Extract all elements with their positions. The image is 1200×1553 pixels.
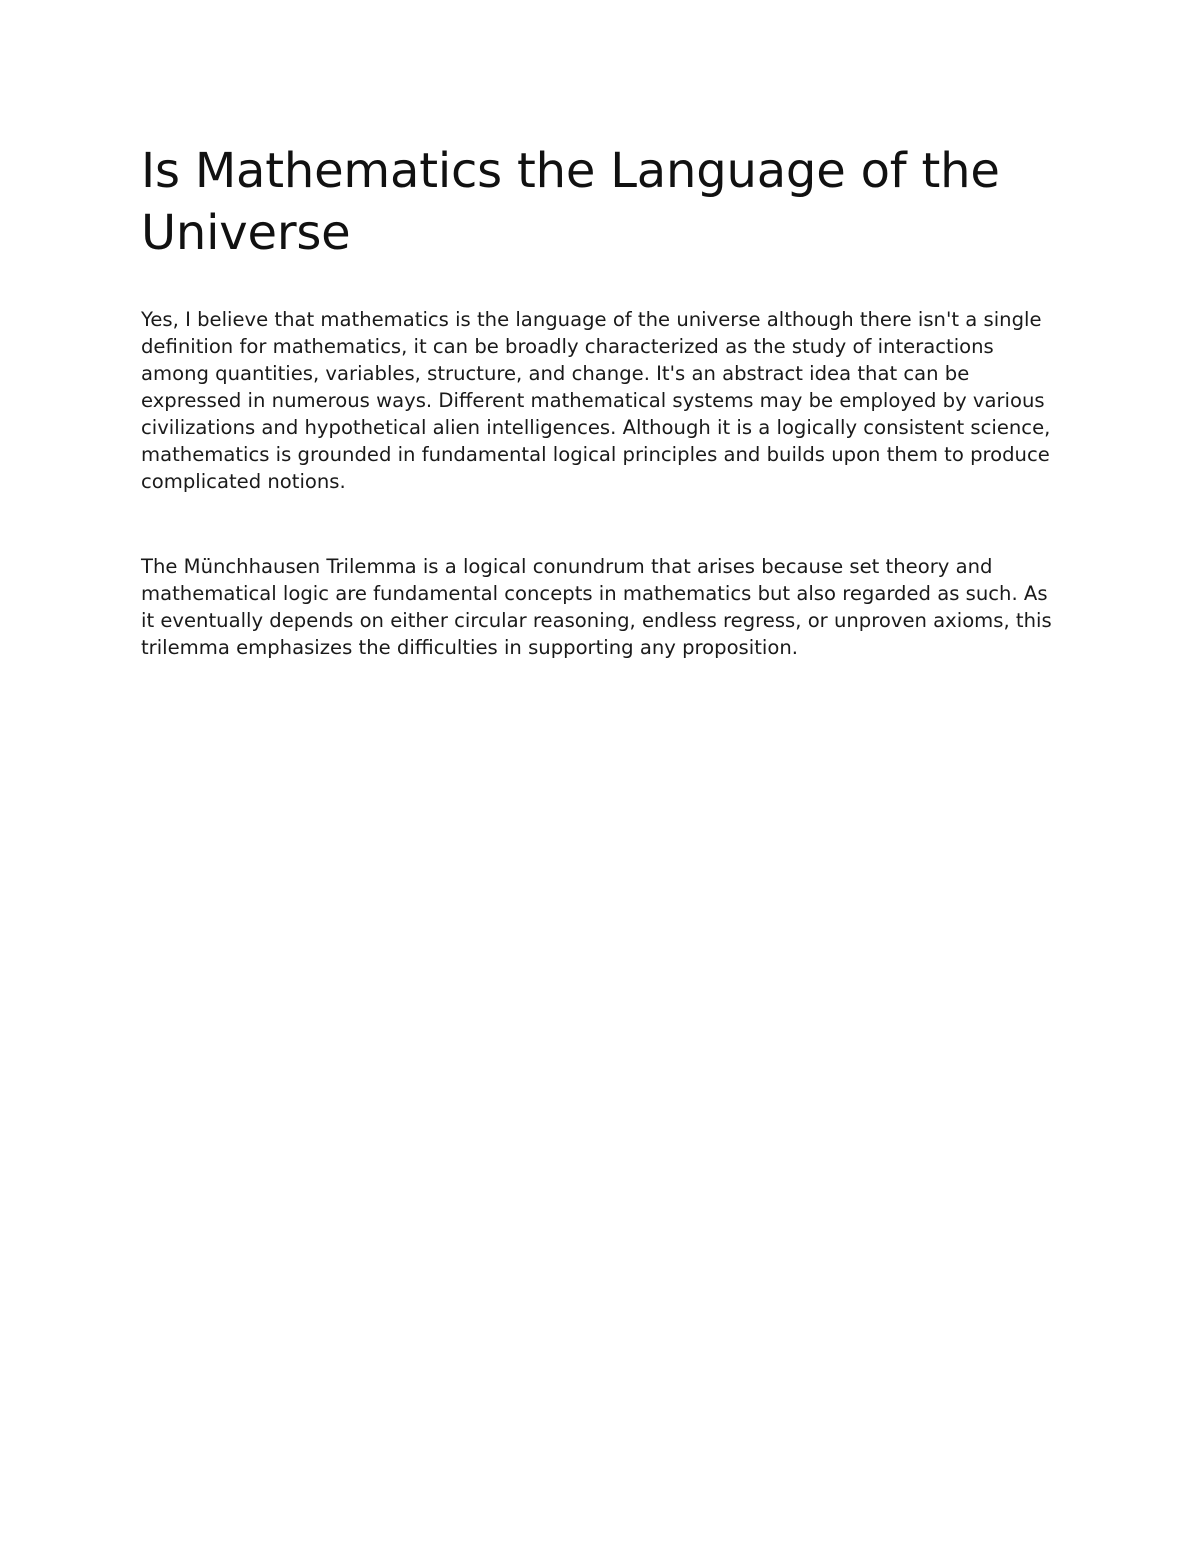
document-title: Is Mathematics the Language of the Universe xyxy=(141,143,1000,261)
paragraph-2: The Münchhausen Trilemma is a logical conundrum that arises because set theory and mathematical logic are fundamental concepts in mathematics but also regarded as such. As it eventually depends on either circular reasoning, endless regress, or unproven axioms, this trilemma emphasizes the difficulties in supporting any proposition. xyxy=(141,555,1052,659)
paragraph-1: Yes, I believe that mathematics is the language of the universe although there isn't a single definition for mathematics, it can be broadly characterized as the study of interactions among quantities, variables, structure, and change. It's an abstract idea that can be expressed in numerous ways. Different mathematical systems may be employed by various civilizations and hypothetical alien intelligences. Although it is a logically consistent science, mathematics is grounded in fundamental logical principles and builds upon them to produce complicated notions. xyxy=(141,308,1051,493)
document-body xyxy=(141,140,1066,661)
